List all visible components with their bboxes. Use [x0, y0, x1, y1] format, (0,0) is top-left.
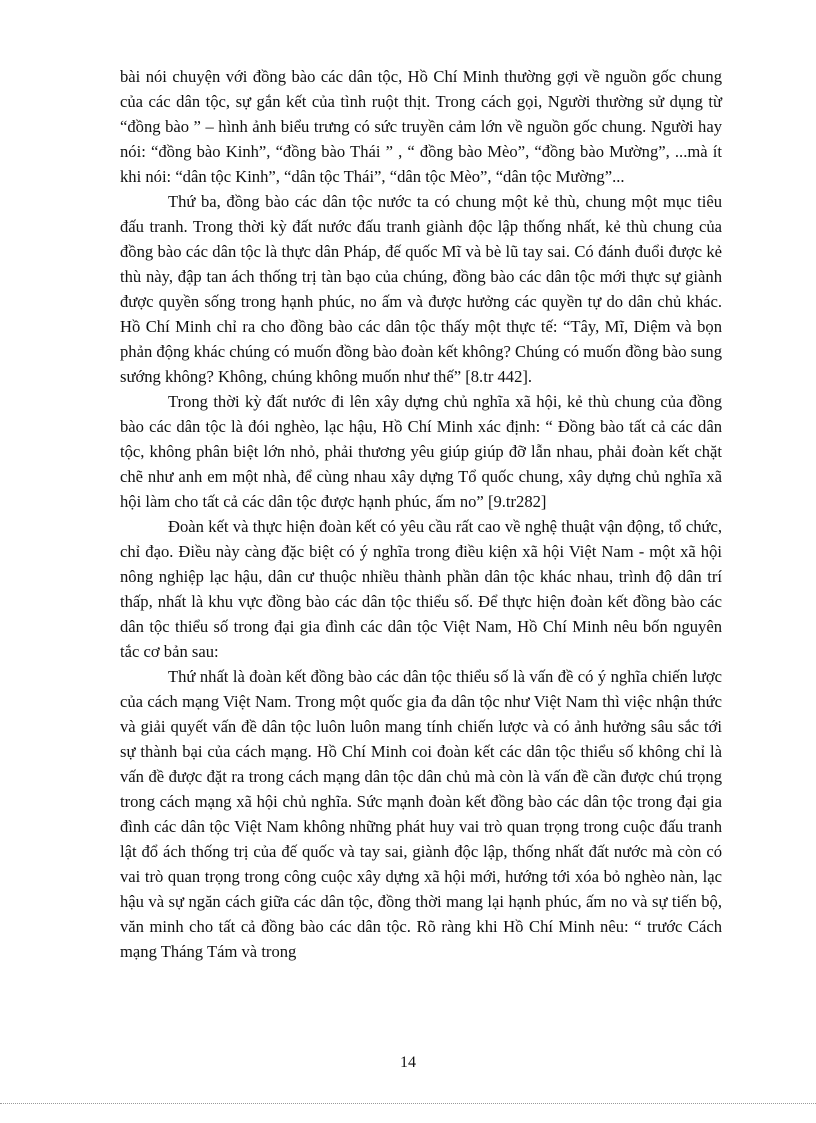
body-text [120, 64, 722, 964]
paragraph-thu-ba: Thứ ba, đồng bào các dân tộc nước ta có chung một kẻ thù, chung một mục tiêu đấu tranh. Trong thời kỳ đất nước đấu tranh giành độc lập thống nhất, kẻ thù chung của đồng bào các dân tộc là thực dân Pháp, đế quốc Mĩ và bè lũ tay sai. Có đánh đuổi được kẻ thù này, đập tan ách thống trị tàn bạo của chúng, đồng bào các dân tộc mới thực sự giành được quyền sống trong hạnh phúc, no ấm và được hưởng các quyền tự do dân chủ khác. Hồ Chí Minh chỉ ra cho đồng bào các dân tộc thấy một thực tế: “Tây, Mĩ, Diệm và bọn phản động khác chúng có muốn đồng bào đoàn kết không? Chúng có muốn đồng bào sung sướng không? Không, chúng không muốn như thế” [8.tr 442]. [120, 192, 722, 386]
paragraph-xay-dung-cnxh: Trong thời kỳ đất nước đi lên xây dựng chủ nghĩa xã hội, kẻ thù chung của đồng bào các dân tộc là đói nghèo, lạc hậu, Hồ Chí Minh xác định: “ Đồng bào tất cả các dân tộc, không phân biệt lớn nhỏ, phải thương yêu giúp giúp đỡ lẫn nhau, phải đoàn kết chặt chẽ như anh em một nhà, để cùng nhau xây dựng Tổ quốc chung, xây dựng chủ nghĩa xã hội làm cho tất cả các dân tộc được hạnh phúc, ấm no” [9.tr282] [120, 392, 722, 511]
paragraph-doan-ket-nghe-thuat: Đoàn kết và thực hiện đoàn kết có yêu cầu rất cao về nghệ thuật vận động, tổ chức, chỉ đạo. Điều này càng đặc biệt có ý nghĩa trong điều kiện xã hội Việt Nam - một xã hội nông nghiệp lạc hậu, dân cư thuộc nhiều thành phần dân tộc khác nhau, trình độ dân trí thấp, nhất là khu vực đồng bào các dân tộc thiểu số. Để thực hiện đoàn kết đồng bào các dân tộc thiểu số trong đại gia đình các dân tộc Việt Nam, Hồ Chí Minh nêu bốn nguyên tắc cơ bản sau: [120, 517, 722, 661]
page-bottom-divider [0, 1103, 816, 1104]
paragraph-continued: bài nói chuyện với đồng bào các dân tộc, Hồ Chí Minh thường gợi về nguồn gốc chung của các dân tộc, sự gắn kết của tình ruột thịt. Trong cách gọi, Người thường sử dụng từ “đồng bào ” – hình ảnh biểu trưng có sức truyền cảm lớn về nguồn gốc chung. Người hay nói: “đồng bào Kinh”, “đồng bào Thái ” , “ đồng bào Mèo”, “đồng bào Mường”, ...mà ít khi nói: “dân tộc Kinh”, “dân tộc Thái”, “dân tộc Mèo”, “dân tộc Mường”... [120, 67, 722, 186]
page-number: 14 [400, 1054, 416, 1071]
paragraph-thu-nhat: Thứ nhất là đoàn kết đồng bào các dân tộc thiểu số là vấn đề có ý nghĩa chiến lược của cách mạng Việt Nam. Trong một quốc gia đa dân tộc như Việt Nam thì việc nhận thức và giải quyết vấn đề dân tộc luôn luôn mang tính chiến lược và có ảnh hưởng sâu sắc tới sự thành bại của cách mạng. Hồ Chí Minh coi đoàn kết các dân tộc thiểu số không chỉ là vấn đề được đặt ra trong cách mạng dân tộc dân chủ mà còn là vấn đề cần được chú trọng trong cách mạng xã hội chủ nghĩa. Sức mạnh đoàn kết đồng bào các dân tộc trong đại gia đình các dân tộc Việt Nam không những phát huy vai trò quan trọng trong cuộc đấu tranh lật đổ ách thống trị của đế quốc và tay sai, giành độc lập, thống nhất đất nước mà còn có vai trò quan trọng trong công cuộc xây dựng xã hội mới, hướng tới xóa bỏ nghèo nàn, lạc hậu và sự ngăn cách giữa các dân tộc, đồng thời mang lại hạnh phúc, ấm no và sự tiến bộ, văn minh cho tất cả đồng bào các dân tộc. Rõ ràng khi Hồ Chí Minh nêu: “ trước Cách mạng Tháng Tám và trong [120, 667, 722, 961]
